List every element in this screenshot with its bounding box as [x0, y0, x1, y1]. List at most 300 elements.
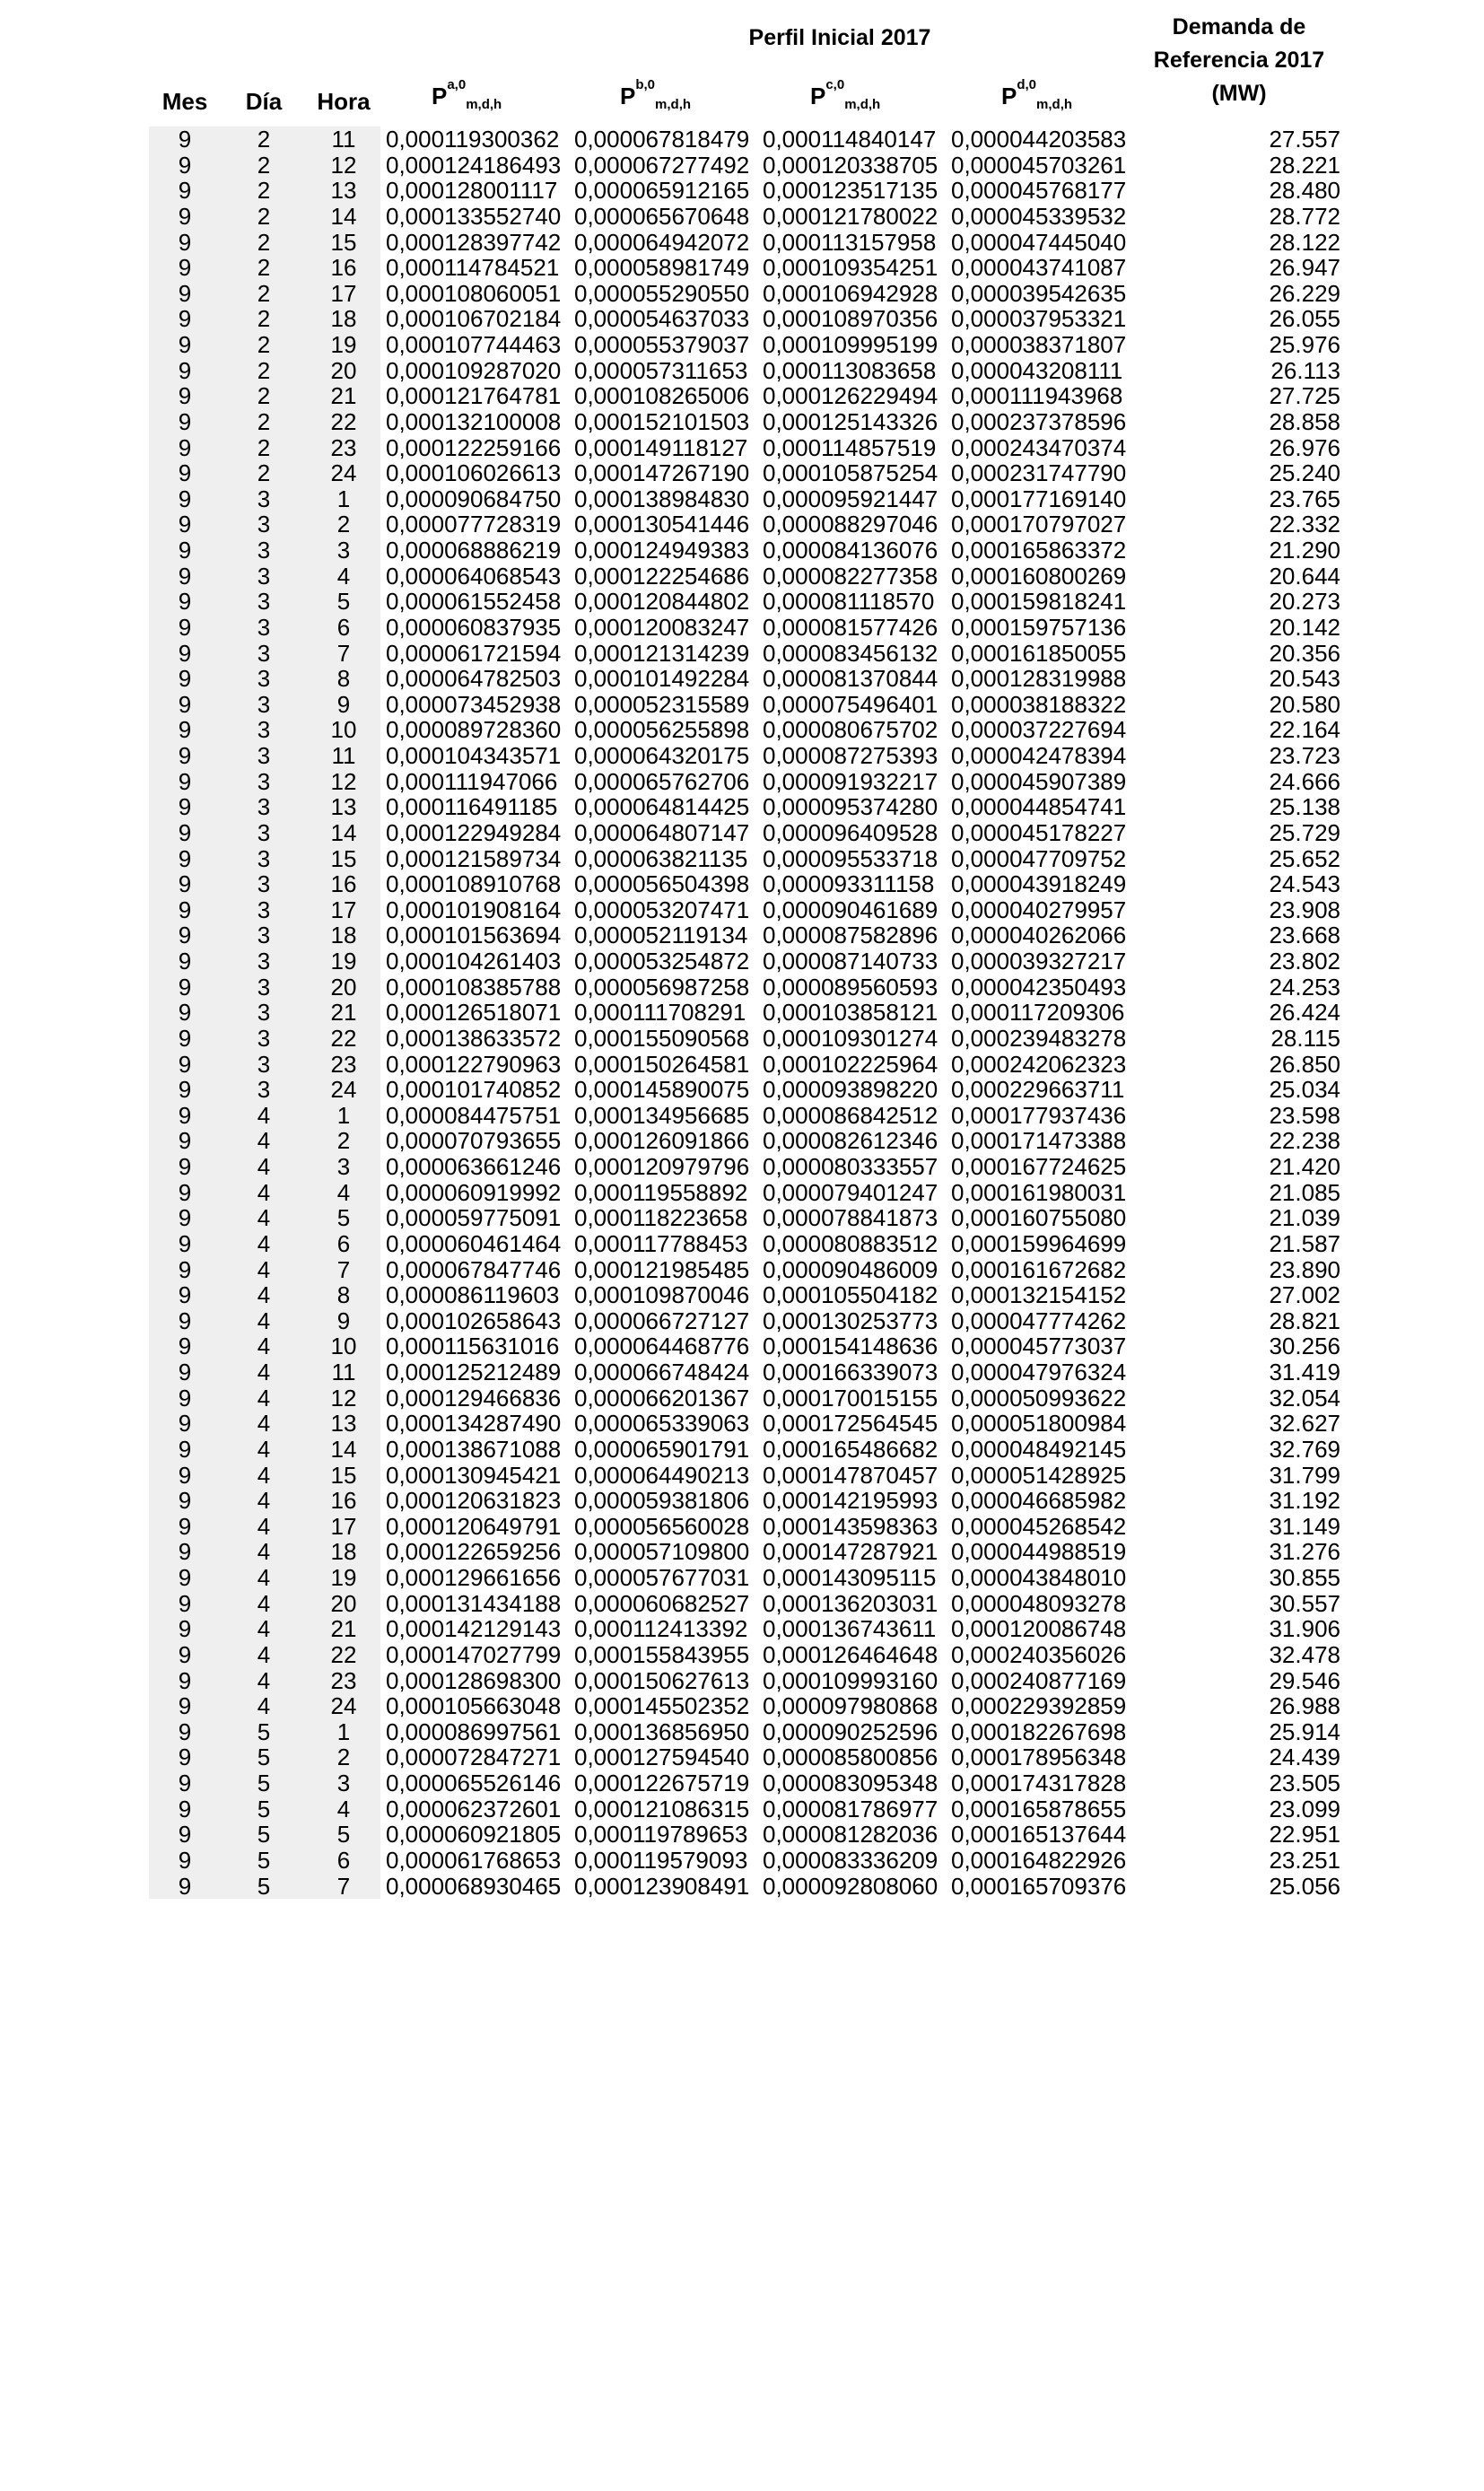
- cell-pc: 0,000113083658: [763, 357, 937, 384]
- cell-hora: 4: [307, 1796, 380, 1822]
- cell-pa: 0,000120631823: [386, 1488, 562, 1514]
- cell-dia: 4: [221, 1385, 307, 1412]
- cell-pa: 0,000101563694: [386, 922, 562, 948]
- cell-demanda: 25.056: [1269, 1873, 1340, 1900]
- cell-pb: 0,000123908491: [574, 1873, 750, 1900]
- cell-pc: 0,000096409528: [763, 819, 938, 846]
- cell-hora: 14: [307, 1437, 380, 1463]
- cell-dia: 2: [221, 230, 307, 256]
- cell-pc: 0,000087140733: [763, 948, 938, 975]
- cell-demanda: 31.276: [1269, 1539, 1340, 1565]
- cell-demanda: 23.723: [1269, 743, 1340, 769]
- cell-mes: 9: [149, 948, 221, 975]
- cell-pb: 0,000055290550: [574, 280, 750, 307]
- cell-pd: 0,000051800984: [951, 1411, 1127, 1437]
- table-row: [149, 383, 1351, 409]
- cell-pc: 0,000082277358: [763, 563, 938, 590]
- cell-dia: 4: [221, 1437, 307, 1463]
- table-row: [149, 666, 1351, 692]
- cell-pd: 0,000047445040: [951, 229, 1127, 256]
- cell-mes: 9: [149, 409, 221, 435]
- cell-pa: 0,000131434188: [386, 1590, 562, 1617]
- cell-hora: 1: [307, 1719, 380, 1745]
- cell-pb: 0,000112413392: [574, 1616, 748, 1642]
- cell-pc: 0,000114840147: [763, 127, 937, 153]
- cell-pa: 0,000104261403: [386, 948, 562, 975]
- cell-demanda: 20.543: [1269, 666, 1340, 692]
- cell-dia: 5: [221, 1770, 307, 1796]
- superscript-d: d,0: [1017, 77, 1037, 92]
- cell-demanda: 20.580: [1269, 691, 1340, 718]
- table-row: [149, 1719, 1351, 1745]
- table-row: [149, 1848, 1351, 1874]
- cell-pd: 0,000047976324: [951, 1359, 1127, 1385]
- p-symbol: P: [1001, 83, 1017, 109]
- cell-pb: 0,000121086315: [574, 1796, 750, 1822]
- cell-hora: 1: [307, 486, 380, 512]
- cell-pa: 0,000108385788: [386, 974, 562, 1001]
- cell-hora: 18: [307, 306, 380, 332]
- subscript-mdh: m,d,h: [466, 97, 502, 112]
- cell-pb: 0,000060682527: [574, 1590, 750, 1617]
- cell-pb: 0,000120083247: [574, 614, 750, 641]
- cell-demanda: 26.947: [1269, 255, 1340, 281]
- cell-hora: 9: [307, 692, 380, 718]
- cell-hora: 23: [307, 435, 380, 461]
- cell-pb: 0,000120844802: [574, 589, 750, 615]
- cell-pd: 0,000047774262: [951, 1307, 1127, 1334]
- cell-mes: 9: [149, 1668, 221, 1694]
- cell-pb: 0,000065912165: [574, 178, 750, 204]
- cell-demanda: 21.290: [1269, 538, 1340, 564]
- cell-pd: 0,000044203583: [951, 127, 1127, 153]
- cell-demanda: 24.543: [1269, 871, 1340, 897]
- cell-pc: 0,000092808060: [763, 1873, 938, 1900]
- cell-mes: 9: [149, 1642, 221, 1668]
- cell-dia: 4: [221, 1282, 307, 1308]
- cell-pd: 0,000170797027: [951, 511, 1127, 538]
- cell-pc: 0,000143095115: [763, 1565, 937, 1591]
- cell-demanda: 26.055: [1269, 306, 1340, 332]
- cell-pc: 0,000147870457: [763, 1462, 938, 1489]
- cell-demanda: 23.908: [1269, 896, 1340, 923]
- cell-demanda: 26.988: [1269, 1693, 1340, 1719]
- cell-mes: 9: [149, 1180, 221, 1206]
- cell-pc: 0,000102225964: [763, 1051, 938, 1078]
- table-row: [149, 1000, 1351, 1026]
- table-row: [149, 1437, 1351, 1463]
- cell-pb: 0,000122675719: [574, 1770, 750, 1796]
- cell-pc: 0,000081786977: [763, 1796, 938, 1822]
- table-row: [149, 1591, 1351, 1617]
- table-row: [149, 1514, 1351, 1540]
- cell-pc: 0,000078841873: [763, 1205, 938, 1231]
- table-row: [149, 1154, 1351, 1180]
- cell-pd: 0,000050993622: [951, 1385, 1127, 1412]
- cell-demanda: 28.772: [1269, 203, 1340, 230]
- cell-pb: 0,000119579093: [574, 1847, 748, 1874]
- cell-pb: 0,000065762706: [574, 768, 750, 795]
- cell-pd: 0,000159964699: [951, 1230, 1127, 1257]
- cell-mes: 9: [149, 1231, 221, 1257]
- cell-pc: 0,000143598363: [763, 1513, 938, 1540]
- cell-hora: 11: [307, 743, 380, 769]
- cell-pa: 0,000061552458: [386, 589, 562, 615]
- cell-demanda: 23.251: [1269, 1847, 1340, 1874]
- cell-pa: 0,000138671088: [386, 1436, 562, 1463]
- table-row: [149, 1642, 1351, 1668]
- cell-pa: 0,000122949284: [386, 819, 562, 846]
- cell-demanda: 20.142: [1269, 614, 1340, 641]
- cell-mes: 9: [149, 1052, 221, 1078]
- cell-hora: 6: [307, 1848, 380, 1874]
- table-row: [149, 769, 1351, 795]
- cell-pb: 0,000138984830: [574, 485, 750, 512]
- cell-pd: 0,000040279957: [951, 896, 1127, 923]
- cell-pc: 0,000172564545: [763, 1411, 938, 1437]
- cell-pc: 0,000075496401: [763, 691, 938, 718]
- cell-pb: 0,000134956685: [574, 1102, 750, 1129]
- cell-pa: 0,000065526146: [386, 1770, 562, 1796]
- cell-pb: 0,000121985485: [574, 1256, 750, 1283]
- cell-pc: 0,000113157958: [763, 229, 937, 256]
- cell-hora: 16: [307, 1488, 380, 1514]
- cell-pd: 0,000037227694: [951, 717, 1127, 743]
- cell-dia: 2: [221, 153, 307, 179]
- cell-pc: 0,000088297046: [763, 511, 938, 538]
- cell-mes: 9: [149, 820, 221, 846]
- cell-pd: 0,000042478394: [951, 743, 1127, 769]
- cell-pc: 0,000126229494: [763, 383, 938, 409]
- cell-hora: 24: [307, 460, 380, 486]
- table-row: [149, 615, 1351, 641]
- cell-hora: 9: [307, 1308, 380, 1334]
- cell-hora: 12: [307, 1385, 380, 1412]
- cell-demanda: 23.598: [1269, 1102, 1340, 1129]
- cell-pc: 0,000083456132: [763, 640, 938, 667]
- cell-mes: 9: [149, 641, 221, 667]
- cell-mes: 9: [149, 666, 221, 692]
- cell-pd: 0,000132154152: [951, 1282, 1127, 1308]
- cell-mes: 9: [149, 846, 221, 872]
- cell-mes: 9: [149, 153, 221, 179]
- cell-demanda: 27.002: [1269, 1282, 1340, 1308]
- cell-pd: 0,000159757136: [951, 614, 1127, 641]
- cell-dia: 3: [221, 948, 307, 975]
- cell-pc: 0,000089560593: [763, 974, 938, 1001]
- cell-hora: 6: [307, 615, 380, 641]
- subscript-mdh: m,d,h: [1036, 97, 1073, 112]
- cell-pb: 0,000052119134: [574, 922, 748, 948]
- cell-pc: 0,000081118570: [763, 589, 935, 615]
- cell-hora: 13: [307, 178, 380, 204]
- cell-dia: 4: [221, 1488, 307, 1514]
- cell-pa: 0,000107744463: [386, 332, 562, 358]
- cell-dia: 4: [221, 1642, 307, 1668]
- cell-pa: 0,000142129143: [386, 1616, 562, 1642]
- cell-pd: 0,000165137644: [951, 1822, 1127, 1848]
- cell-hora: 22: [307, 409, 380, 435]
- cell-pa: 0,000122259166: [386, 434, 562, 461]
- cell-demanda: 25.976: [1269, 332, 1340, 358]
- cell-pc: 0,000095533718: [763, 845, 938, 872]
- cell-pc: 0,000082612346: [763, 1128, 938, 1154]
- cell-pc: 0,000093898220: [763, 1077, 938, 1103]
- cell-pd: 0,000165709376: [951, 1873, 1127, 1900]
- table-row: [149, 204, 1351, 230]
- cell-pa: 0,000147027799: [386, 1641, 562, 1668]
- cell-hora: 17: [307, 897, 380, 923]
- cell-pd: 0,000039542635: [951, 280, 1127, 307]
- cell-dia: 4: [221, 1693, 307, 1719]
- cell-dia: 4: [221, 1308, 307, 1334]
- table-row: [149, 358, 1351, 384]
- cell-pa: 0,000073452938: [386, 691, 562, 718]
- cell-dia: 3: [221, 692, 307, 718]
- cell-pb: 0,000057311653: [574, 357, 748, 384]
- cell-hora: 19: [307, 948, 380, 975]
- cell-demanda: 24.439: [1269, 1744, 1340, 1770]
- cell-demanda: 31.799: [1269, 1462, 1340, 1489]
- table-row: [149, 1796, 1351, 1822]
- cell-pb: 0,000136856950: [574, 1718, 750, 1745]
- cell-mes: 9: [149, 306, 221, 332]
- cell-dia: 4: [221, 1591, 307, 1617]
- cell-pd: 0,000038371807: [951, 332, 1127, 358]
- cell-mes: 9: [149, 1103, 221, 1129]
- cell-pb: 0,000122254686: [574, 563, 750, 590]
- table-row: [149, 306, 1351, 332]
- cell-pa: 0,000063661246: [386, 1154, 562, 1180]
- cell-dia: 3: [221, 846, 307, 872]
- cell-pb: 0,000067818479: [574, 127, 750, 153]
- cell-demanda: 28.858: [1269, 408, 1340, 435]
- cell-dia: 3: [221, 589, 307, 615]
- table-row: [149, 871, 1351, 897]
- cell-demanda: 23.668: [1269, 922, 1340, 948]
- cell-pc: 0,000083336209: [763, 1847, 938, 1874]
- table-row: [149, 1205, 1351, 1231]
- cell-pb: 0,000126091866: [574, 1128, 750, 1154]
- cell-pa: 0,000104343571: [386, 743, 562, 769]
- cell-hora: 3: [307, 538, 380, 564]
- cell-demanda: 29.546: [1269, 1667, 1340, 1694]
- cell-dia: 3: [221, 743, 307, 769]
- cell-dia: 2: [221, 332, 307, 358]
- cell-demanda: 23.890: [1269, 1256, 1340, 1283]
- table-body: [149, 127, 1351, 1899]
- table-row: [149, 255, 1351, 281]
- cell-pa: 0,000114784521: [386, 255, 560, 281]
- cell-pa: 0,000106702184: [386, 306, 562, 332]
- cell-pb: 0,000119789653: [574, 1822, 748, 1848]
- cell-pd: 0,000047709752: [951, 845, 1127, 872]
- cell-pd: 0,000037953321: [951, 306, 1127, 332]
- cell-demanda: 26.229: [1269, 280, 1340, 307]
- cell-pb: 0,000064490213: [574, 1462, 750, 1489]
- cell-demanda: 25.914: [1269, 1718, 1340, 1745]
- cell-pd: 0,000048093278: [951, 1590, 1127, 1617]
- cell-pc: 0,000114857519: [763, 434, 937, 461]
- cell-hora: 5: [307, 1822, 380, 1848]
- table-row: [149, 1385, 1351, 1412]
- cell-pd: 0,000048492145: [951, 1436, 1127, 1463]
- cell-mes: 9: [149, 460, 221, 486]
- cell-pa: 0,000059775091: [386, 1205, 562, 1231]
- cell-pc: 0,000123517135: [763, 178, 938, 204]
- cell-hora: 24: [307, 1077, 380, 1103]
- cell-dia: 4: [221, 1257, 307, 1283]
- cell-pb: 0,000150264581: [574, 1051, 750, 1078]
- cell-pc: 0,000126464648: [763, 1641, 938, 1668]
- cell-hora: 10: [307, 1333, 380, 1359]
- cell-dia: 2: [221, 409, 307, 435]
- cell-hora: 5: [307, 1205, 380, 1231]
- cell-hora: 13: [307, 794, 380, 820]
- cell-demanda: 26.850: [1269, 1051, 1340, 1078]
- cell-demanda: 26.424: [1269, 1000, 1340, 1026]
- cell-pd: 0,000160800269: [951, 563, 1127, 590]
- cell-pa: 0,000111947066: [386, 768, 558, 795]
- cell-hora: 12: [307, 153, 380, 179]
- cell-dia: 4: [221, 1514, 307, 1540]
- cell-dia: 4: [221, 1539, 307, 1565]
- cell-pa: 0,000077728319: [386, 511, 562, 538]
- table-row: [149, 1308, 1351, 1334]
- cell-pa: 0,000129661656: [386, 1565, 562, 1591]
- cell-pc: 0,000109354251: [763, 255, 938, 281]
- table-row: [149, 846, 1351, 872]
- cell-demanda: 30.256: [1269, 1333, 1340, 1359]
- cell-pb: 0,000147267190: [574, 460, 750, 486]
- cell-pd: 0,000167724625: [951, 1154, 1127, 1180]
- cell-pd: 0,000043848010: [951, 1565, 1127, 1591]
- cell-pc: 0,000109993160: [763, 1667, 938, 1694]
- cell-pd: 0,000128319988: [951, 666, 1127, 692]
- cell-pb: 0,000118223658: [574, 1205, 748, 1231]
- cell-pd: 0,000165863372: [951, 538, 1127, 564]
- table-row: [149, 409, 1351, 435]
- cell-dia: 2: [221, 306, 307, 332]
- cell-pa: 0,000064782503: [386, 666, 562, 692]
- cell-pc: 0,000154148636: [763, 1333, 938, 1359]
- cell-pa: 0,000122659256: [386, 1539, 562, 1565]
- cell-pd: 0,000171473388: [951, 1128, 1127, 1154]
- cell-pd: 0,000044854741: [951, 794, 1127, 820]
- cell-pa: 0,000061721594: [386, 640, 562, 667]
- cell-hora: 11: [307, 1359, 380, 1385]
- cell-hora: 18: [307, 1539, 380, 1565]
- table-row: [149, 1770, 1351, 1796]
- cell-pa: 0,000120649791: [386, 1513, 562, 1540]
- cell-demanda: 28.221: [1269, 152, 1340, 179]
- cell-mes: 9: [149, 615, 221, 641]
- cell-hora: 16: [307, 255, 380, 281]
- cell-pd: 0,000231747790: [951, 460, 1127, 486]
- cell-pb: 0,000065901791: [574, 1436, 750, 1463]
- cell-hora: 19: [307, 1565, 380, 1591]
- cell-dia: 2: [221, 383, 307, 409]
- cell-pb: 0,000067277492: [574, 152, 750, 179]
- table-row: [149, 692, 1351, 718]
- cell-pd: 0,000240877169: [951, 1667, 1127, 1694]
- cell-demanda: 30.855: [1269, 1565, 1340, 1591]
- cell-dia: 4: [221, 1180, 307, 1206]
- cell-mes: 9: [149, 383, 221, 409]
- cell-pa: 0,000128397742: [386, 229, 562, 256]
- table-row: [149, 1822, 1351, 1848]
- cell-pd: 0,000042350493: [951, 974, 1127, 1001]
- cell-dia: 3: [221, 871, 307, 897]
- cell-pd: 0,000051428925: [951, 1462, 1127, 1489]
- cell-pc: 0,000125143326: [763, 408, 938, 435]
- cell-hora: 11: [307, 127, 380, 153]
- table-row: [149, 460, 1351, 486]
- cell-demanda: 28.115: [1270, 1025, 1340, 1052]
- cell-mes: 9: [149, 1154, 221, 1180]
- table-row: [149, 1257, 1351, 1283]
- cell-dia: 3: [221, 615, 307, 641]
- cell-pb: 0,000064807147: [574, 819, 750, 846]
- cell-pa: 0,000090684750: [386, 485, 562, 512]
- cell-mes: 9: [149, 1308, 221, 1334]
- cell-dia: 4: [221, 1359, 307, 1385]
- cell-hora: 16: [307, 871, 380, 897]
- cell-dia: 2: [221, 460, 307, 486]
- cell-mes: 9: [149, 1128, 221, 1154]
- cell-pc: 0,000142195993: [763, 1488, 938, 1514]
- table-row: [149, 1463, 1351, 1489]
- table-row: [149, 1693, 1351, 1719]
- cell-mes: 9: [149, 511, 221, 538]
- cell-pb: 0,000152101503: [574, 408, 750, 435]
- cell-pd: 0,000178956348: [951, 1744, 1127, 1770]
- cell-dia: 5: [221, 1796, 307, 1822]
- cell-pb: 0,000150627613: [574, 1667, 750, 1694]
- cell-mes: 9: [149, 1077, 221, 1103]
- cell-mes: 9: [149, 871, 221, 897]
- cell-pa: 0,000089728360: [386, 717, 562, 743]
- cell-pc: 0,000097980868: [763, 1693, 938, 1719]
- cell-dia: 2: [221, 255, 307, 281]
- cell-pa: 0,000108910768: [386, 871, 562, 897]
- cell-demanda: 22.951: [1269, 1822, 1340, 1848]
- cell-dia: 4: [221, 1103, 307, 1129]
- cell-pa: 0,000062372601: [386, 1796, 562, 1822]
- cell-pd: 0,000045268542: [951, 1513, 1127, 1540]
- superscript-a: a,0: [447, 77, 467, 92]
- cell-pa: 0,000101740852: [386, 1077, 562, 1103]
- cell-pd: 0,000243470374: [951, 434, 1127, 461]
- cell-hora: 4: [307, 1180, 380, 1206]
- table-row: [149, 538, 1351, 564]
- cell-hora: 23: [307, 1668, 380, 1694]
- cell-dia: 2: [221, 127, 307, 153]
- cell-mes: 9: [149, 1000, 221, 1026]
- cell-pb: 0,000149118127: [574, 434, 748, 461]
- cell-hora: 2: [307, 1128, 380, 1154]
- cell-pb: 0,000058981749: [574, 255, 750, 281]
- demand-header-line1: Demanda de: [1172, 14, 1306, 39]
- cell-pa: 0,000132100008: [386, 408, 562, 435]
- cell-mes: 9: [149, 1848, 221, 1874]
- cell-hora: 17: [307, 1514, 380, 1540]
- cell-pb: 0,000056987258: [574, 974, 750, 1001]
- table-row: [149, 1874, 1351, 1900]
- cell-dia: 3: [221, 1000, 307, 1026]
- cell-pc: 0,000103858121: [763, 1000, 938, 1026]
- p-symbol: P: [432, 83, 448, 109]
